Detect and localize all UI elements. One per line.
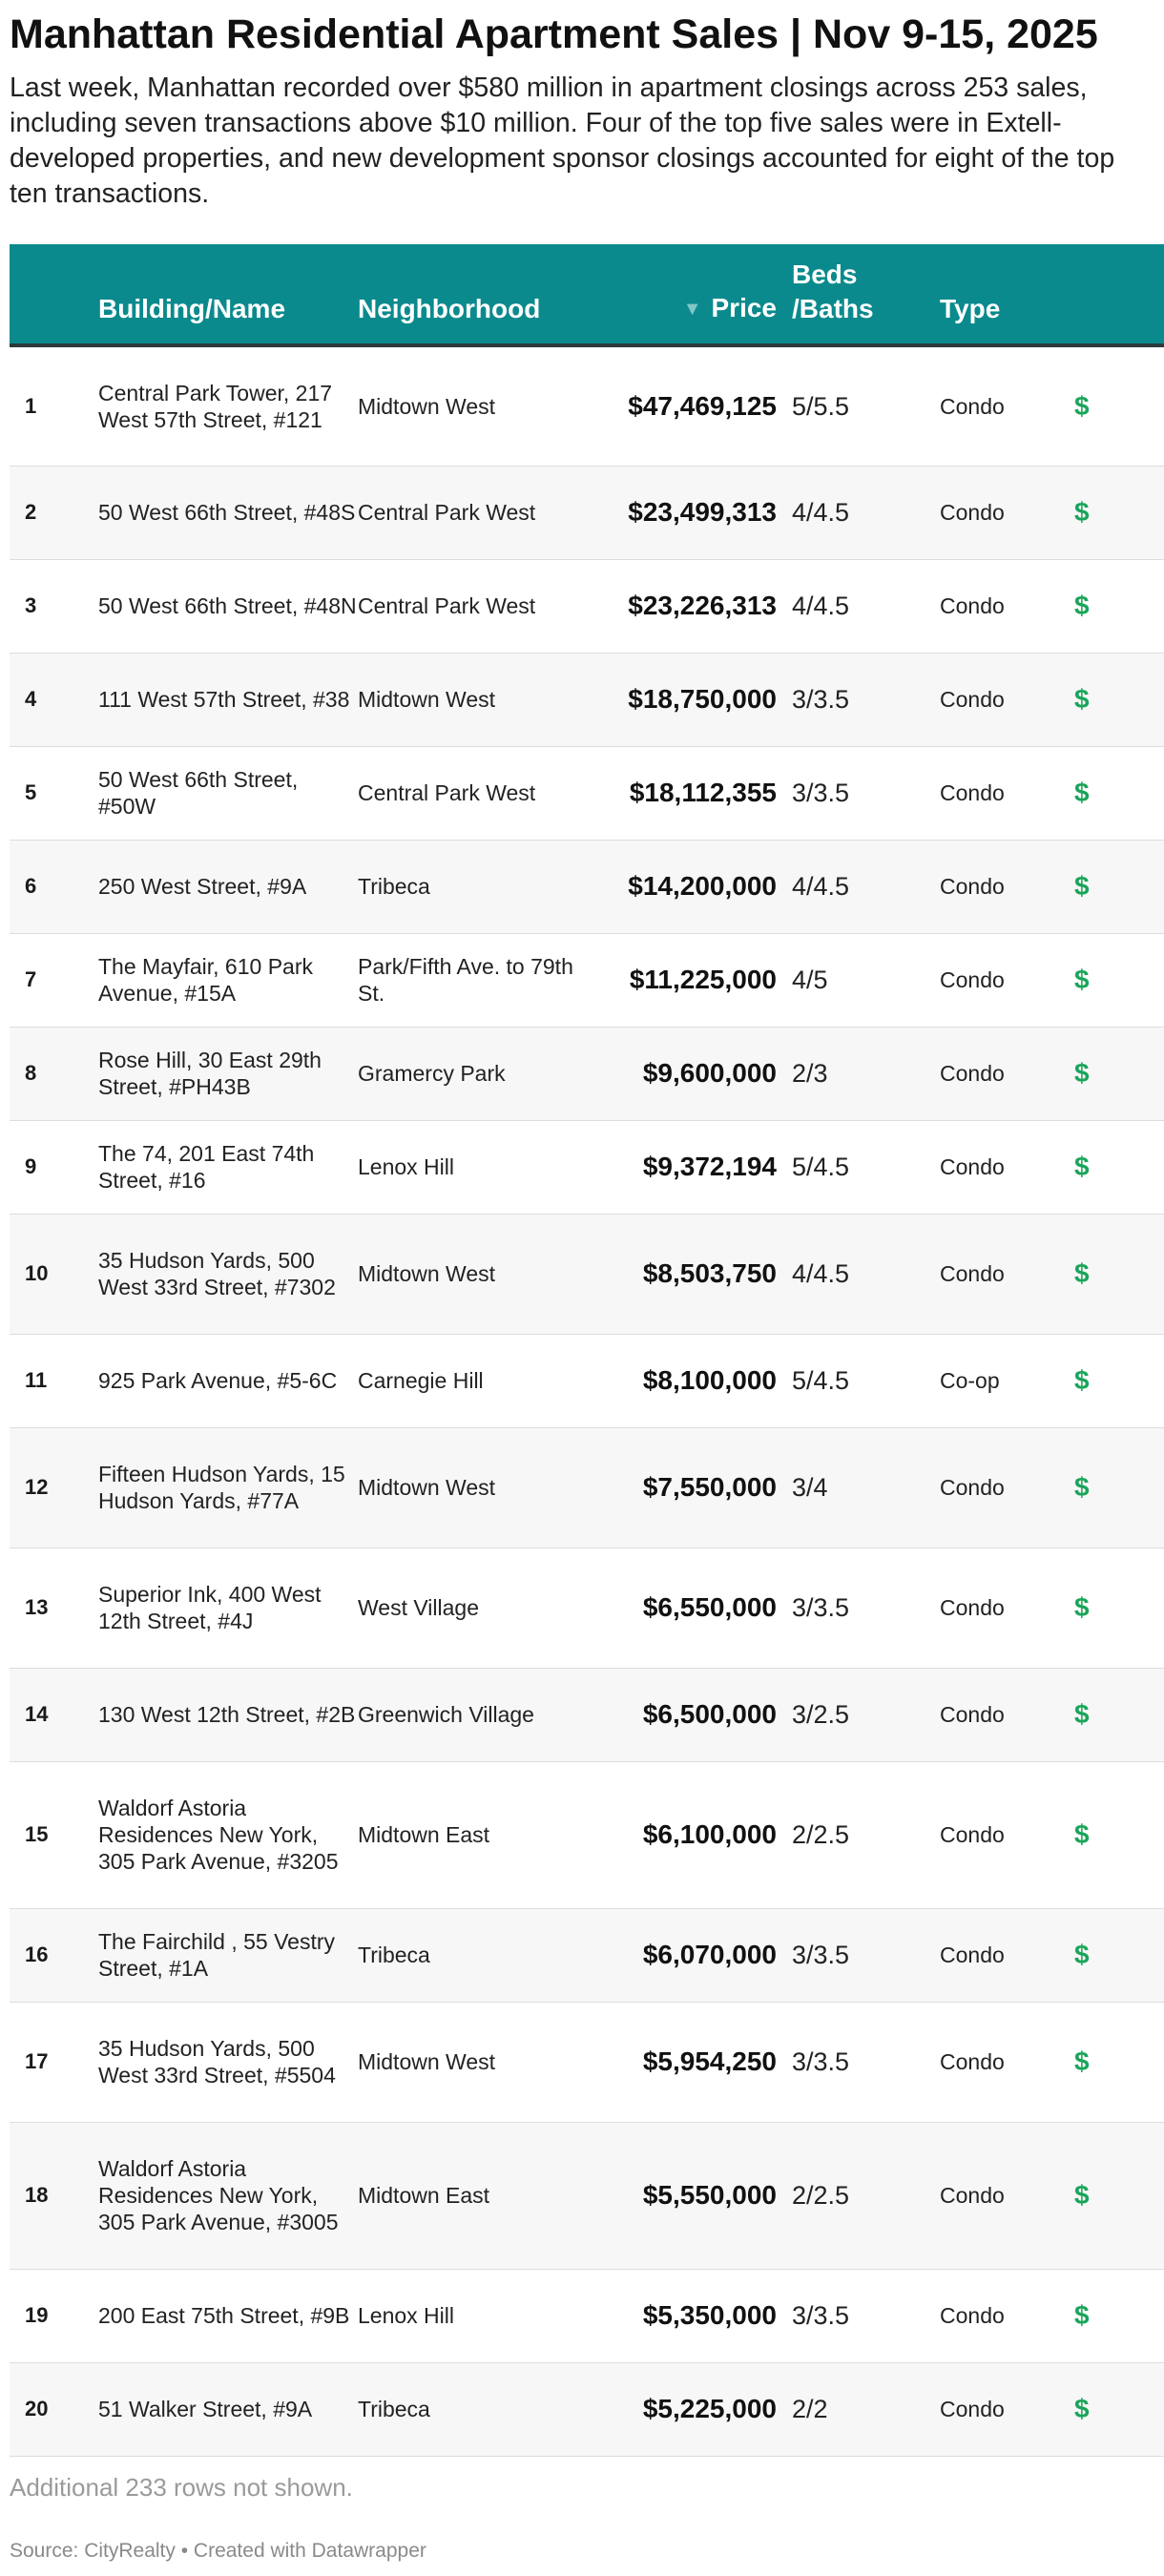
table-row: [10, 1908, 1164, 2002]
table-row: [10, 2122, 1164, 2269]
row-type: Condo: [940, 2002, 1069, 2122]
row-building-name: The Fairchild , 55 Vestry Street, #1A: [98, 1908, 358, 2002]
row-extra-dollar: $: [1069, 1214, 1164, 1334]
table-row: [10, 2002, 1164, 2122]
page-title: Manhattan Residential Apartment Sales | Nov 9-15, 2025: [10, 11, 1098, 57]
header-beds-baths[interactable]: [792, 244, 940, 345]
row-type: Condo: [940, 559, 1069, 653]
table-row: [10, 1761, 1164, 1908]
row-rank: 17: [10, 2002, 98, 2122]
row-type: Condo: [940, 1214, 1069, 1334]
row-building-name: Rose Hill, 30 East 29th Street, #PH43B: [98, 1027, 358, 1120]
row-extra-dollar: $: [1069, 466, 1164, 559]
row-beds-baths: 3/2.5: [792, 1668, 940, 1761]
header-beds-line1: Beds: [792, 260, 858, 289]
row-price: $9,372,194: [596, 1120, 792, 1214]
row-neighborhood: West Village: [358, 1548, 596, 1668]
header-neighborhood[interactable]: Neighborhood: [358, 244, 596, 345]
row-neighborhood: Central Park West: [358, 466, 596, 559]
row-rank: 15: [10, 1761, 98, 1908]
row-neighborhood: Tribeca: [358, 840, 596, 933]
row-type: Condo: [940, 746, 1069, 840]
row-beds-baths: 3/3.5: [792, 1548, 940, 1668]
source-line: Source: CityRealty • Created with Datawrapper: [10, 2540, 426, 2562]
row-neighborhood: Greenwich Village: [358, 1668, 596, 1761]
sort-descending-icon: ▼: [682, 299, 702, 320]
row-building-name: Fifteen Hudson Yards, 15 Hudson Yards, #77A: [98, 1427, 358, 1548]
row-beds-baths: 4/5: [792, 933, 940, 1027]
row-building-name: Waldorf Astoria Residences New York, 305 Park Avenue, #3005: [98, 2122, 358, 2269]
header-beds-line2: /Baths: [792, 294, 874, 323]
row-neighborhood: Central Park West: [358, 559, 596, 653]
header-name[interactable]: Building/Name: [98, 244, 358, 345]
row-extra-dollar: $: [1069, 2002, 1164, 2122]
row-building-name: 925 Park Avenue, #5-6C: [98, 1334, 358, 1427]
row-type: Condo: [940, 466, 1069, 559]
row-price: $5,225,000: [596, 2362, 792, 2456]
row-rank: 16: [10, 1908, 98, 2002]
table-row: [10, 1120, 1164, 1214]
table-row: [10, 933, 1164, 1027]
row-extra-dollar: $: [1069, 2362, 1164, 2456]
row-beds-baths: 3/3.5: [792, 1908, 940, 2002]
row-extra-dollar: $: [1069, 1334, 1164, 1427]
row-neighborhood: Park/Fifth Ave. to 79th St.: [358, 933, 596, 1027]
row-extra-dollar: $: [1069, 1427, 1164, 1548]
row-rank: 9: [10, 1120, 98, 1214]
row-neighborhood: Midtown West: [358, 1427, 596, 1548]
row-type: Condo: [940, 933, 1069, 1027]
sales-table: [10, 244, 1164, 2457]
row-building-name: 200 East 75th Street, #9B: [98, 2269, 358, 2362]
row-building-name: 50 West 66th Street, #48S: [98, 466, 358, 559]
table-row: [10, 2269, 1164, 2362]
row-rank: 7: [10, 933, 98, 1027]
row-building-name: Central Park Tower, 217 West 57th Street, #121: [98, 345, 358, 466]
row-neighborhood: Gramercy Park: [358, 1027, 596, 1120]
row-price: $23,499,313: [596, 466, 792, 559]
row-extra-dollar: $: [1069, 2122, 1164, 2269]
row-rank: 2: [10, 466, 98, 559]
row-price: $18,112,355: [596, 746, 792, 840]
row-neighborhood: Carnegie Hill: [358, 1334, 596, 1427]
row-price: $6,550,000: [596, 1548, 792, 1668]
row-price: $47,469,125: [596, 345, 792, 466]
table-row: [10, 1334, 1164, 1427]
row-price: $6,100,000: [596, 1761, 792, 1908]
row-building-name: 50 West 66th Street, #48N: [98, 559, 358, 653]
row-type: Condo: [940, 2362, 1069, 2456]
row-type: Co-op: [940, 1334, 1069, 1427]
row-price: $9,600,000: [596, 1027, 792, 1120]
row-rank: 12: [10, 1427, 98, 1548]
row-beds-baths: 2/2.5: [792, 2122, 940, 2269]
row-price: $6,070,000: [596, 1908, 792, 2002]
row-price: $5,350,000: [596, 2269, 792, 2362]
table-row: [10, 1214, 1164, 1334]
footnote: Additional 233 rows not shown.: [10, 2473, 353, 2502]
row-rank: 3: [10, 559, 98, 653]
row-type: Condo: [940, 1761, 1069, 1908]
table-row: [10, 1548, 1164, 1668]
row-price: $8,503,750: [596, 1214, 792, 1334]
row-rank: 14: [10, 1668, 98, 1761]
row-rank: 6: [10, 840, 98, 933]
row-price: $7,550,000: [596, 1427, 792, 1548]
row-rank: 18: [10, 2122, 98, 2269]
table-row: [10, 1027, 1164, 1120]
row-beds-baths: 3/4: [792, 1427, 940, 1548]
table-row: [10, 466, 1164, 559]
row-type: Condo: [940, 653, 1069, 746]
table-body: [10, 345, 1164, 2456]
row-building-name: 130 West 12th Street, #2B: [98, 1668, 358, 1761]
row-beds-baths: 4/4.5: [792, 840, 940, 933]
table-row: [10, 1668, 1164, 1761]
table-row: [10, 1427, 1164, 1548]
row-rank: 8: [10, 1027, 98, 1120]
row-extra-dollar: $: [1069, 1761, 1164, 1908]
row-neighborhood: Midtown West: [358, 1214, 596, 1334]
row-type: Condo: [940, 1427, 1069, 1548]
row-rank: 1: [10, 345, 98, 466]
row-extra-dollar: $: [1069, 933, 1164, 1027]
row-extra-dollar: $: [1069, 1548, 1164, 1668]
row-type: Condo: [940, 1548, 1069, 1668]
row-rank: 20: [10, 2362, 98, 2456]
table-row: [10, 345, 1164, 466]
row-building-name: Waldorf Astoria Residences New York, 305 Park Avenue, #3205: [98, 1761, 358, 1908]
row-rank: 4: [10, 653, 98, 746]
header-price[interactable]: [596, 244, 792, 345]
table-row: [10, 559, 1164, 653]
row-extra-dollar: $: [1069, 1027, 1164, 1120]
row-rank: 5: [10, 746, 98, 840]
row-beds-baths: 2/2: [792, 2362, 940, 2456]
row-extra-dollar: $: [1069, 559, 1164, 653]
row-beds-baths: 4/4.5: [792, 466, 940, 559]
sales-table-container: [10, 244, 1164, 2457]
row-beds-baths: 5/4.5: [792, 1120, 940, 1214]
row-neighborhood: Midtown East: [358, 2122, 596, 2269]
row-type: Condo: [940, 2269, 1069, 2362]
row-price: $5,954,250: [596, 2002, 792, 2122]
table-row: [10, 840, 1164, 933]
row-building-name: 111 West 57th Street, #38: [98, 653, 358, 746]
row-price: $5,550,000: [596, 2122, 792, 2269]
row-rank: 19: [10, 2269, 98, 2362]
row-beds-baths: 4/4.5: [792, 559, 940, 653]
row-rank: 13: [10, 1548, 98, 1668]
row-price: $23,226,313: [596, 559, 792, 653]
row-beds-baths: 3/3.5: [792, 2002, 940, 2122]
row-type: Condo: [940, 2122, 1069, 2269]
row-beds-baths: 3/3.5: [792, 2269, 940, 2362]
row-extra-dollar: $: [1069, 345, 1164, 466]
row-neighborhood: Midtown West: [358, 653, 596, 746]
row-building-name: 51 Walker Street, #9A: [98, 2362, 358, 2456]
row-extra-dollar: $: [1069, 840, 1164, 933]
row-building-name: 250 West Street, #9A: [98, 840, 358, 933]
row-type: Condo: [940, 345, 1069, 466]
row-extra-dollar: $: [1069, 1120, 1164, 1214]
table-row: [10, 746, 1164, 840]
row-neighborhood: Tribeca: [358, 2362, 596, 2456]
row-neighborhood: Lenox Hill: [358, 2269, 596, 2362]
header-type[interactable]: Type: [940, 244, 1069, 345]
row-extra-dollar: $: [1069, 1668, 1164, 1761]
row-price: $6,500,000: [596, 1668, 792, 1761]
header-rank: [10, 244, 98, 345]
row-beds-baths: 5/5.5: [792, 345, 940, 466]
table-header-row: [10, 244, 1164, 345]
row-neighborhood: Midtown West: [358, 345, 596, 466]
row-extra-dollar: $: [1069, 653, 1164, 746]
row-beds-baths: 5/4.5: [792, 1334, 940, 1427]
row-beds-baths: 3/3.5: [792, 653, 940, 746]
row-extra-dollar: $: [1069, 746, 1164, 840]
row-beds-baths: 2/2.5: [792, 1761, 940, 1908]
intro-text: Last week, Manhattan recorded over $580 million in apartment closings across 253 sales, including seven transactions above $10 million. Four of the top five sales were in Extell-developed properties, and new development sponsor closings accounted for eight of the top ten transactions.: [10, 73, 1115, 209]
row-price: $8,100,000: [596, 1334, 792, 1427]
row-building-name: 50 West 66th Street, #50W: [98, 746, 358, 840]
row-building-name: 35 Hudson Yards, 500 West 33rd Street, #5504: [98, 2002, 358, 2122]
row-type: Condo: [940, 1027, 1069, 1120]
row-beds-baths: 4/4.5: [792, 1214, 940, 1334]
table-row: [10, 2362, 1164, 2456]
row-type: Condo: [940, 1120, 1069, 1214]
row-neighborhood: Central Park West: [358, 746, 596, 840]
table-row: [10, 653, 1164, 746]
row-type: Condo: [940, 1908, 1069, 2002]
row-building-name: The 74, 201 East 74th Street, #16: [98, 1120, 358, 1214]
row-beds-baths: 2/3: [792, 1027, 940, 1120]
row-type: Condo: [940, 840, 1069, 933]
row-price: $14,200,000: [596, 840, 792, 933]
row-price: $18,750,000: [596, 653, 792, 746]
row-beds-baths: 3/3.5: [792, 746, 940, 840]
row-price: $11,225,000: [596, 933, 792, 1027]
row-rank: 11: [10, 1334, 98, 1427]
row-neighborhood: Lenox Hill: [358, 1120, 596, 1214]
row-extra-dollar: $: [1069, 2269, 1164, 2362]
row-neighborhood: Tribeca: [358, 1908, 596, 2002]
row-building-name: 35 Hudson Yards, 500 West 33rd Street, #7302: [98, 1214, 358, 1334]
header-extra: [1069, 244, 1164, 345]
row-neighborhood: Midtown West: [358, 2002, 596, 2122]
row-building-name: Superior Ink, 400 West 12th Street, #4J: [98, 1548, 358, 1668]
row-type: Condo: [940, 1668, 1069, 1761]
row-extra-dollar: $: [1069, 1908, 1164, 2002]
row-rank: 10: [10, 1214, 98, 1334]
header-price-label: Price: [711, 293, 777, 322]
row-neighborhood: Midtown East: [358, 1761, 596, 1908]
row-building-name: The Mayfair, 610 Park Avenue, #15A: [98, 933, 358, 1027]
